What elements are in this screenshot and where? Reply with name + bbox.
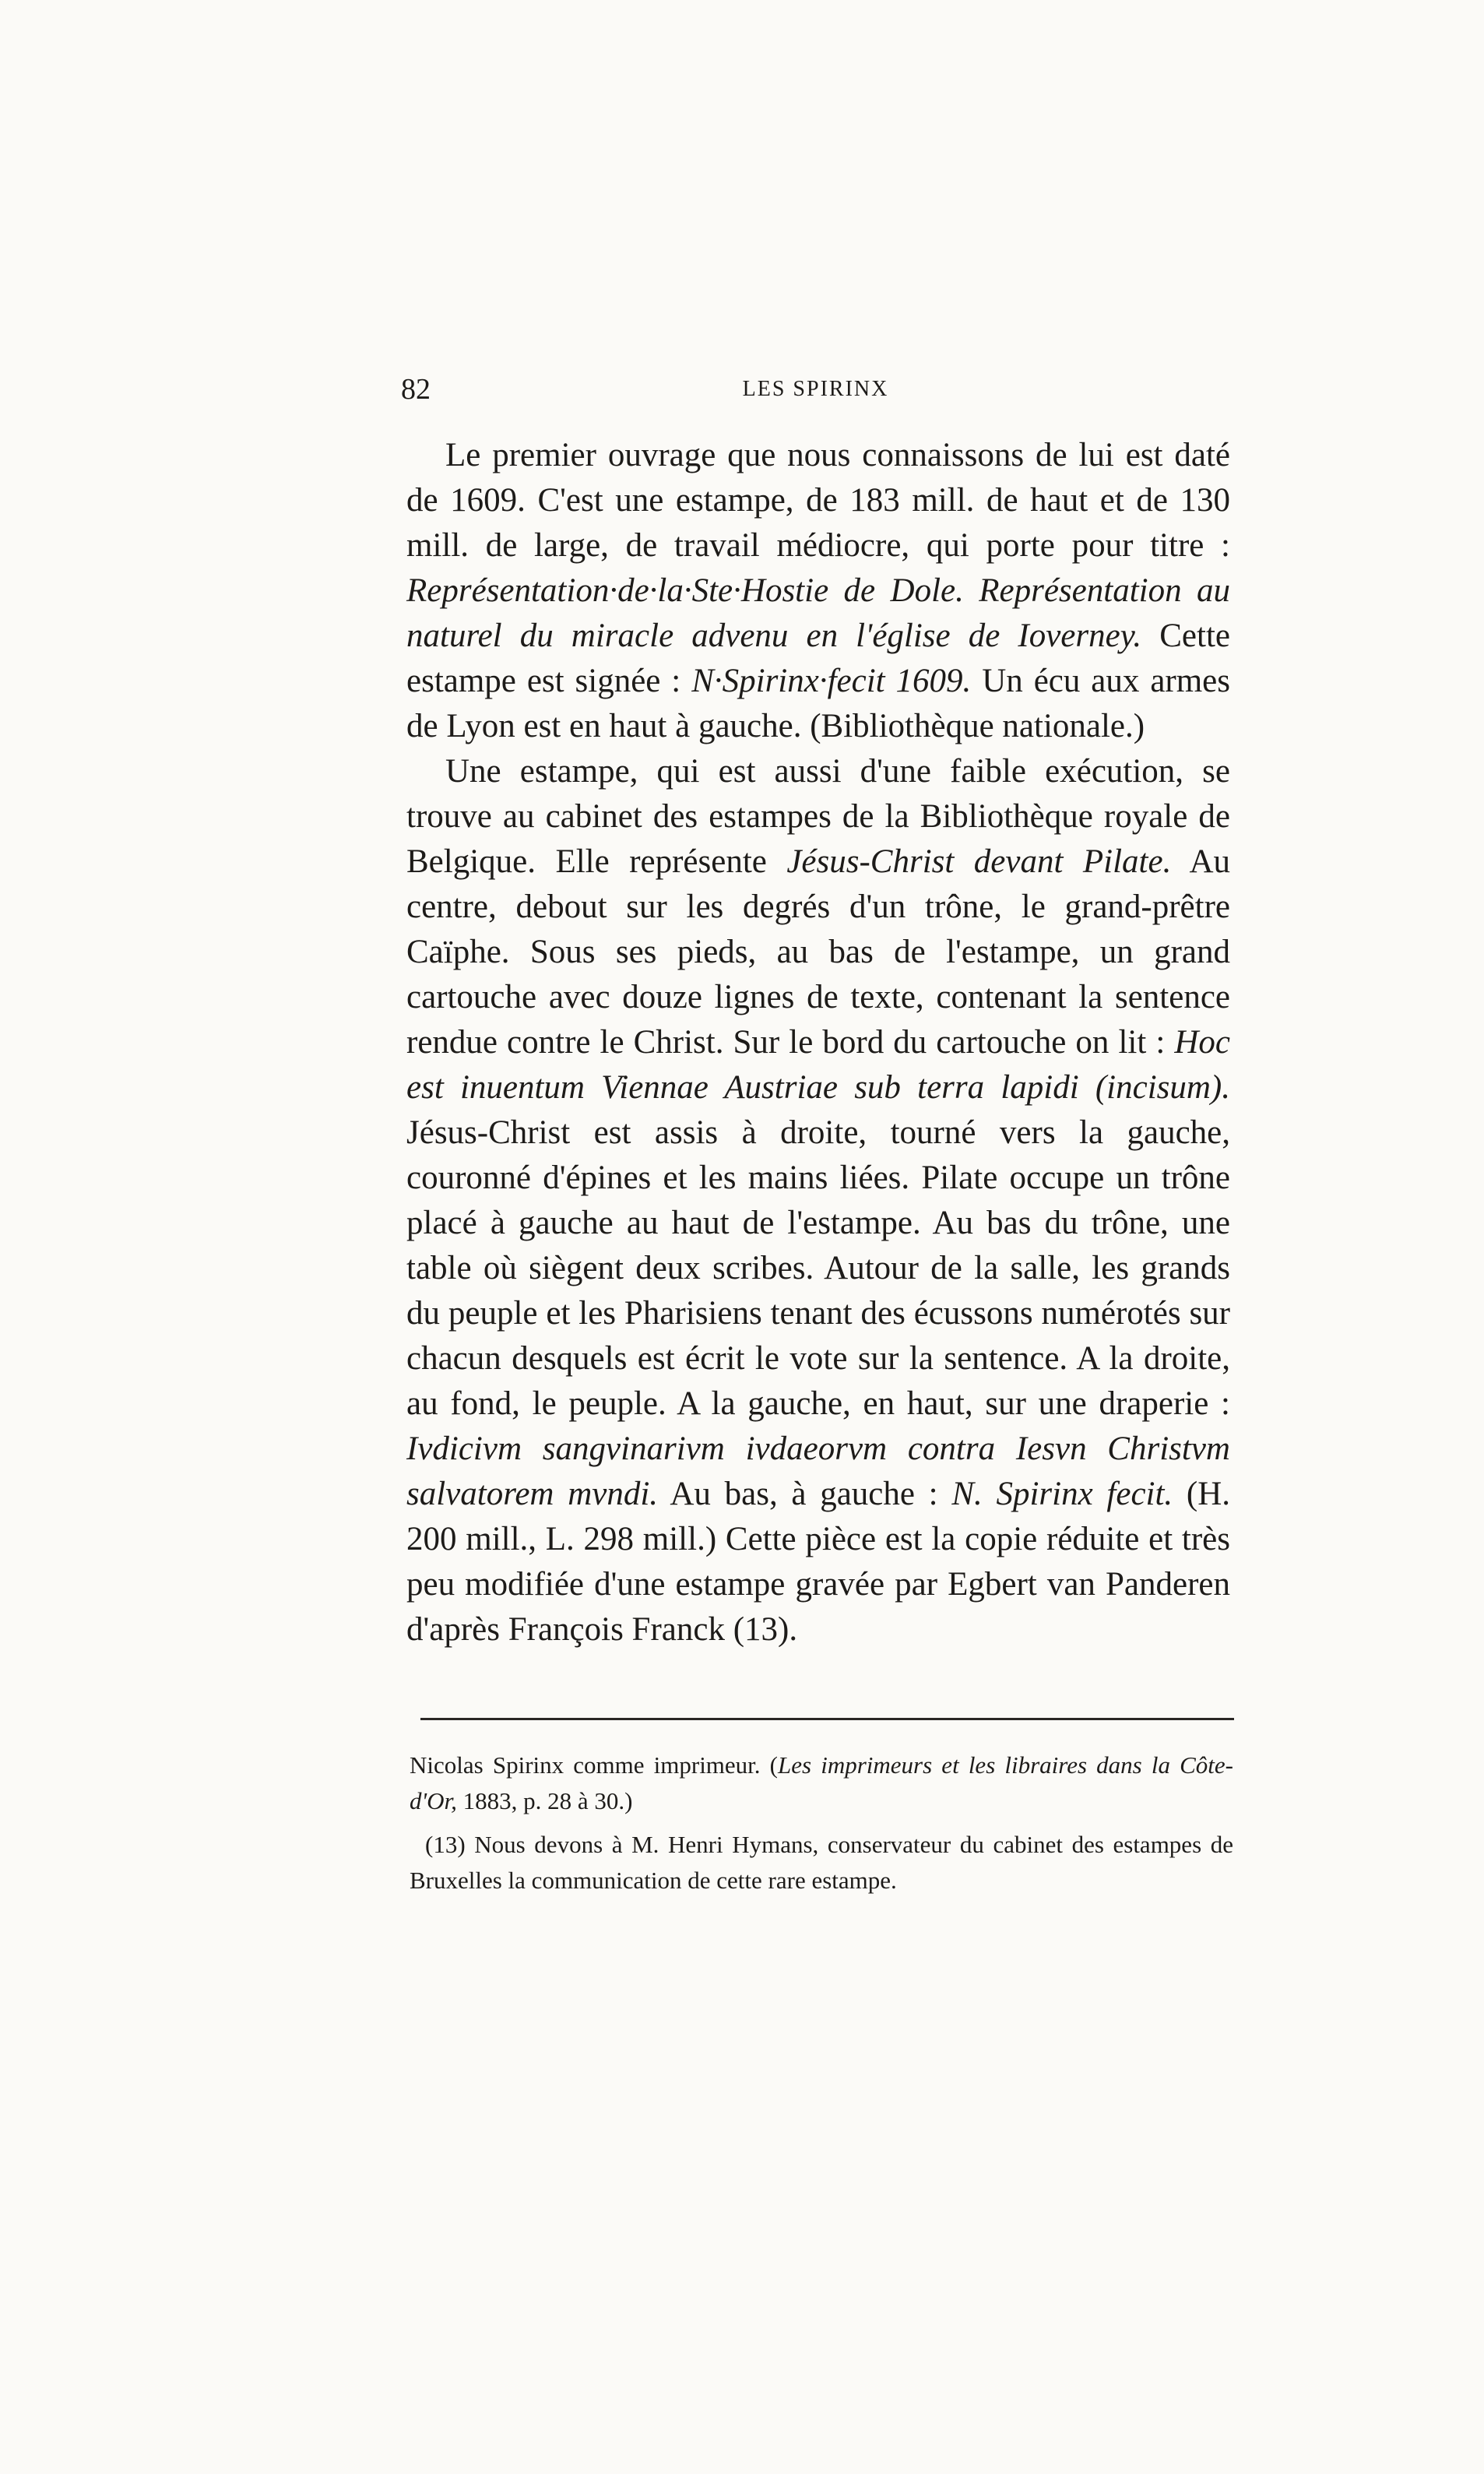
- paragraph: [406, 749, 1230, 1652]
- italic-signature: N. Spirinx fecit.: [951, 1476, 1173, 1512]
- italic-title: Les imprimeurs et les libraires dans la Côte-d'Or,: [410, 1751, 1234, 1814]
- main-text: [406, 433, 1230, 1652]
- text-run: Le premier ouvrage que nous connaissons de lui est daté de 1609. C'est une estampe, de 183 mill. de haut et de 130 mill. de large, de travail médiocre, qui porte pour titre :: [406, 437, 1230, 564]
- paragraph: [406, 433, 1230, 749]
- text-run: Un écu aux armes de Lyon est en haut à gauche. (Bibliothèque nationale.): [406, 663, 1230, 744]
- text-run: (13) Nous devons à M. Henri Hymans, conservateur du cabinet des estampes de Bruxelles la communication de cette rare estampe.: [410, 1831, 1233, 1894]
- text-run: Nicolas Spirinx comme imprimeur. (: [410, 1751, 779, 1779]
- footnote: [410, 1747, 1233, 1819]
- italic-inscription: Ivdicivm sangvinarivm ivdaeorvm contra Iesvn Christvm salvatorem mvndi.: [406, 1431, 1230, 1512]
- text-run: Au centre, debout sur les degrés d'un trône, le grand-prêtre Caïphe. Sous ses pieds, au bas de l'estampe, un grand cartouche avec douze lignes de texte, contenant la sentence rendue contre le Christ. Sur le bord du cartouche on lit :: [406, 843, 1230, 1061]
- italic-title: Représentation·de·la·Ste·Hostie de Dole. Représentation au naturel du miracle advenu en l'église de Ioverney.: [406, 572, 1230, 654]
- running-title: LES SPIRINX: [742, 377, 889, 401]
- italic-inscription: Hoc est inuentum Viennae Austriae sub terra lapidi (incisum).: [406, 1024, 1230, 1106]
- text-run: Une estampe, qui est aussi d'une faible exécution, se trouve au cabinet des estampes de la Bibliothèque royale de Belgique. Elle représente: [406, 753, 1230, 880]
- text-run: (H. 200 mill., L. 298 mill.) Cette pièce est la copie réduite et très peu modifiée d'une estampe gravée par Egbert van Panderen d'après François Franck (13).: [406, 1476, 1231, 1648]
- text-run: Jésus-Christ est assis à droite, tourné vers la gauche, couronné d'épines et les mains liées. Pilate occupe un trône placé à gauche au haut de l'estampe. Au bas du trône, une table où siègent deux scribes. Autour de la salle, les grands du peuple et les Pharisiens tenant des écussons numérotés sur chacun desquels est écrit le vote sur la sentence. A la droite, au fond, le peuple. A la gauche, en haut, sur une draperie :: [406, 1114, 1230, 1422]
- italic-title: Jésus-Christ devant Pilate.: [786, 843, 1172, 880]
- text-run: Cette estampe est signée :: [406, 618, 1230, 699]
- footnote-divider: [420, 1718, 1234, 1720]
- footnote: [410, 1827, 1233, 1899]
- italic-signature: N·Spirinx·fecit 1609.: [691, 663, 972, 699]
- text-run: 1883, p. 28 à 30.): [456, 1787, 633, 1814]
- page-header: [401, 372, 1230, 419]
- page-number: 82: [401, 373, 431, 406]
- footnotes: [410, 1747, 1233, 1906]
- text-run: Au bas, à gauche :: [658, 1476, 952, 1512]
